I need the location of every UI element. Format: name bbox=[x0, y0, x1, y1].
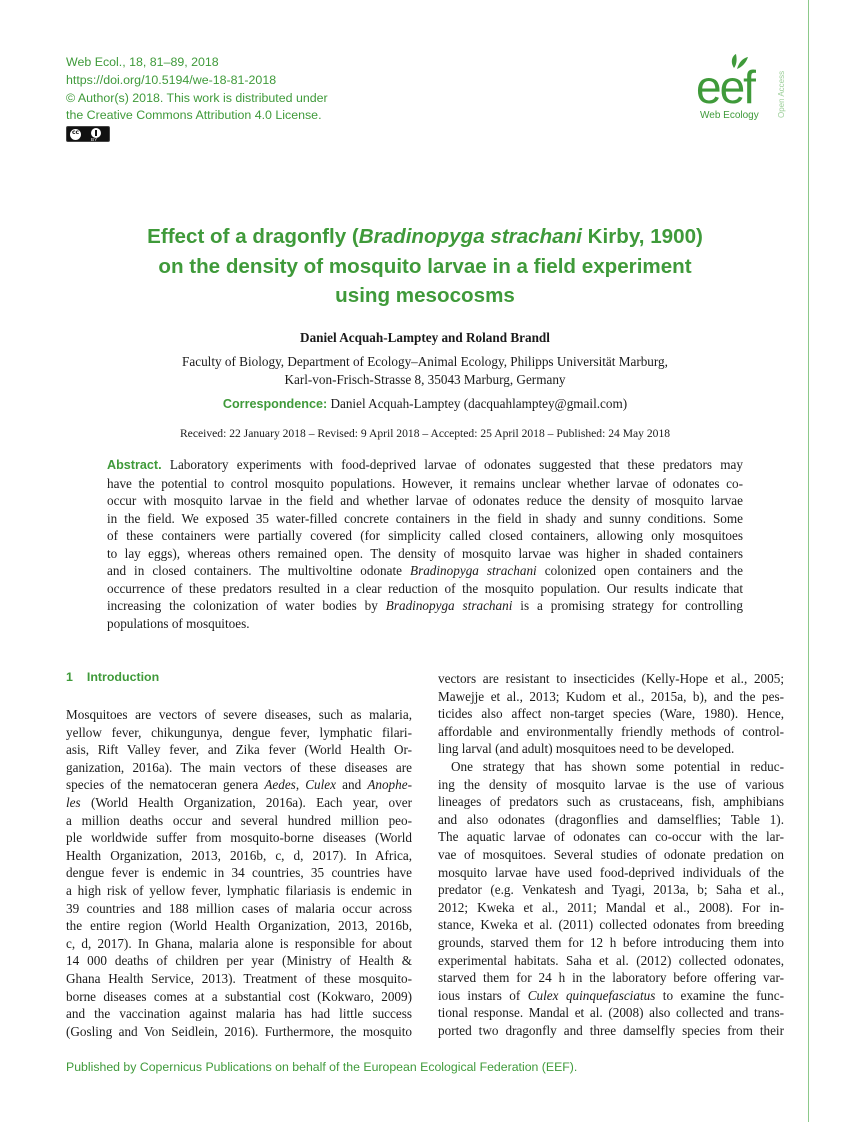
abstract-label: Abstract. bbox=[107, 458, 162, 472]
by-label: BY bbox=[91, 137, 98, 142]
title-line-3: using mesocosms bbox=[335, 284, 515, 307]
authors: Daniel Acquah-Lamptey and Roland Brandl bbox=[300, 330, 550, 345]
correspondence-label: Correspondence: bbox=[222, 397, 328, 411]
publication-dates: Received: 22 January 2018 – Revised: 9 April 2018 – Accepted: 25 April 2018 – Published: 24 May 2018 bbox=[179, 427, 671, 440]
section-heading bbox=[66, 670, 159, 684]
title-line-2: on the density of mosquito larvae in a field experiment bbox=[158, 254, 692, 278]
doi-link[interactable]: https://doi.org/10.5194/we-18-81-2018 bbox=[66, 72, 277, 87]
open-access-label: Open Access bbox=[777, 70, 786, 118]
logo-wordmark: eef bbox=[696, 61, 754, 113]
section-title: Introduction bbox=[86, 670, 160, 684]
license-link[interactable]: the Creative Commons Attribution 4.0 License. bbox=[66, 108, 322, 123]
abstract: Abstract. Laboratory experiments with food-deprived larvae of odonates suggested that these predators may have the potential to control mosquito populations. However, it remains unclear whether larvae of odonates co- occur with mosquito larvae in the field and whether larvae of odonates reduce the density of mosquito larvae in the field. We exposed 35 water-filled concrete containers in the field in shady and sunny conditions. Some of these containers were partially covered (for simplicity called closed containers, allowing only mosquitoes to lay eggs), whereas others remained open. The density of mosquito larvae was higher in shaded containers and in closed containers. The multivoltine odonate Bradinopyga strachani colonized open containers and the occurrence of these predators resulted in a clear reduction of the mosquito population. Our results indicate that increasing the colonization of water bodies by Bradinopyga strachani is a promising strategy for controlling populations of mosquitoes. bbox=[107, 457, 743, 631]
copyright-line: © Author(s) 2018. This work is distributed under bbox=[66, 90, 328, 105]
title-line-1: Effect of a dragonfly (Bradinopyga strachani Kirby, 1900) bbox=[147, 225, 703, 248]
body-column-right: vectors are resistant to insecticides (Kelly-Hope et al., 2005; Mawejje et al., 2013; Kudom et al., 2015a, b), and the pes- ticides also affect non-target species (Ware, 1980). Hence, affordable and environmentally friendly methods of control- ling larval (and adult) mosquitoes need to be developed. One strategy that has shown some potential in reduc- ing the density of mosquito larvae is the use of various lineages of predators such as crustaceans, fish, amphibians and also odonates (dragonflies and damselflies; Table 1). The aquatic larvae of odonates can co-occur with the lar- vae of mosquitoes. Several studies of odonate predation on mosquito larvae have used food-deprived individuals of the predator (e.g. Venkatesh and Tyagi, 2013a, b; Saha et al., 2012; Kweka et al., 2011; Mandal et al., 2008). For in- stance, Kweka et al. (2011) collected odonates from breeding grounds, starved them for 12 h before introducing them into experimental habitats. Saha et al. (2012) collected odonates, starved them for 24 h in the laboratory before offering var- ious instars of Culex quinquefasciatus to examine the func- tional response. Mandal et al. (2008) also collected and trans- ported two dragonfly and three damselfly species from their bbox=[438, 671, 784, 1038]
correspondence-email[interactable]: Daniel Acquah-Lamptey (dacquahlamptey@gmail.com) bbox=[327, 396, 628, 411]
cc-by-license-icon[interactable] bbox=[66, 126, 110, 142]
correspondence bbox=[66, 396, 784, 412]
cc-icon: cc bbox=[70, 129, 81, 140]
journal-header bbox=[66, 54, 328, 125]
affiliation: Faculty of Biology, Department of Ecology–Animal Ecology, Philipps Universität Marburg, Karl-von-Frisch-Strasse 8, 35043 Marburg, Germany bbox=[182, 354, 668, 387]
section-number: 1 bbox=[66, 670, 73, 684]
margin-rule bbox=[808, 0, 809, 1122]
logo-subtitle: Web Ecology bbox=[700, 110, 759, 121]
publisher-footer: Published by Copernicus Publications on behalf of the European Ecological Federation (EEF). bbox=[66, 1060, 578, 1074]
body-column-left: Mosquitoes are vectors of severe diseases, such as malaria, yellow fever, chikungunya, dengue fever, lymphatic filari- asis, Rift Valley fever, and Zika fever (World Health Or- ganization, 2016a). The main vectors of these diseases are species of the nematoceran genera Aedes, Culex and Anophe- les (World Health Organization, 2016a). Each year, over a million deaths occur and several hundred million peo- ple worldwide suffer from mosquito-borne diseases (World Health Organization, 2013, 2016b, c, d, 2017). In Africa, dengue fever is endemic in 34 countries, 35 countries have a high risk of yellow fever, lymphatic filariasis is endemic in 39 countries and 188 million cases of malaria occur across the entire region (World Health Organization, 2013, 2016b, c, d, 2017). In Ghana, malaria alone is responsible for about 14 000 deaths of children per year (Ministry of Health & Ghana Health Service, 2013). Treatment of these mosquito- borne diseases comes at a substantial cost (Kokwaro, 2009) and the vaccination against malaria has had little success (Gosling and Von Seidlein, 2016). Furthermore, the mosquito bbox=[66, 707, 412, 1039]
citation: Web Ecol., 18, 81–89, 2018 bbox=[66, 55, 219, 69]
paper-title bbox=[66, 222, 784, 311]
